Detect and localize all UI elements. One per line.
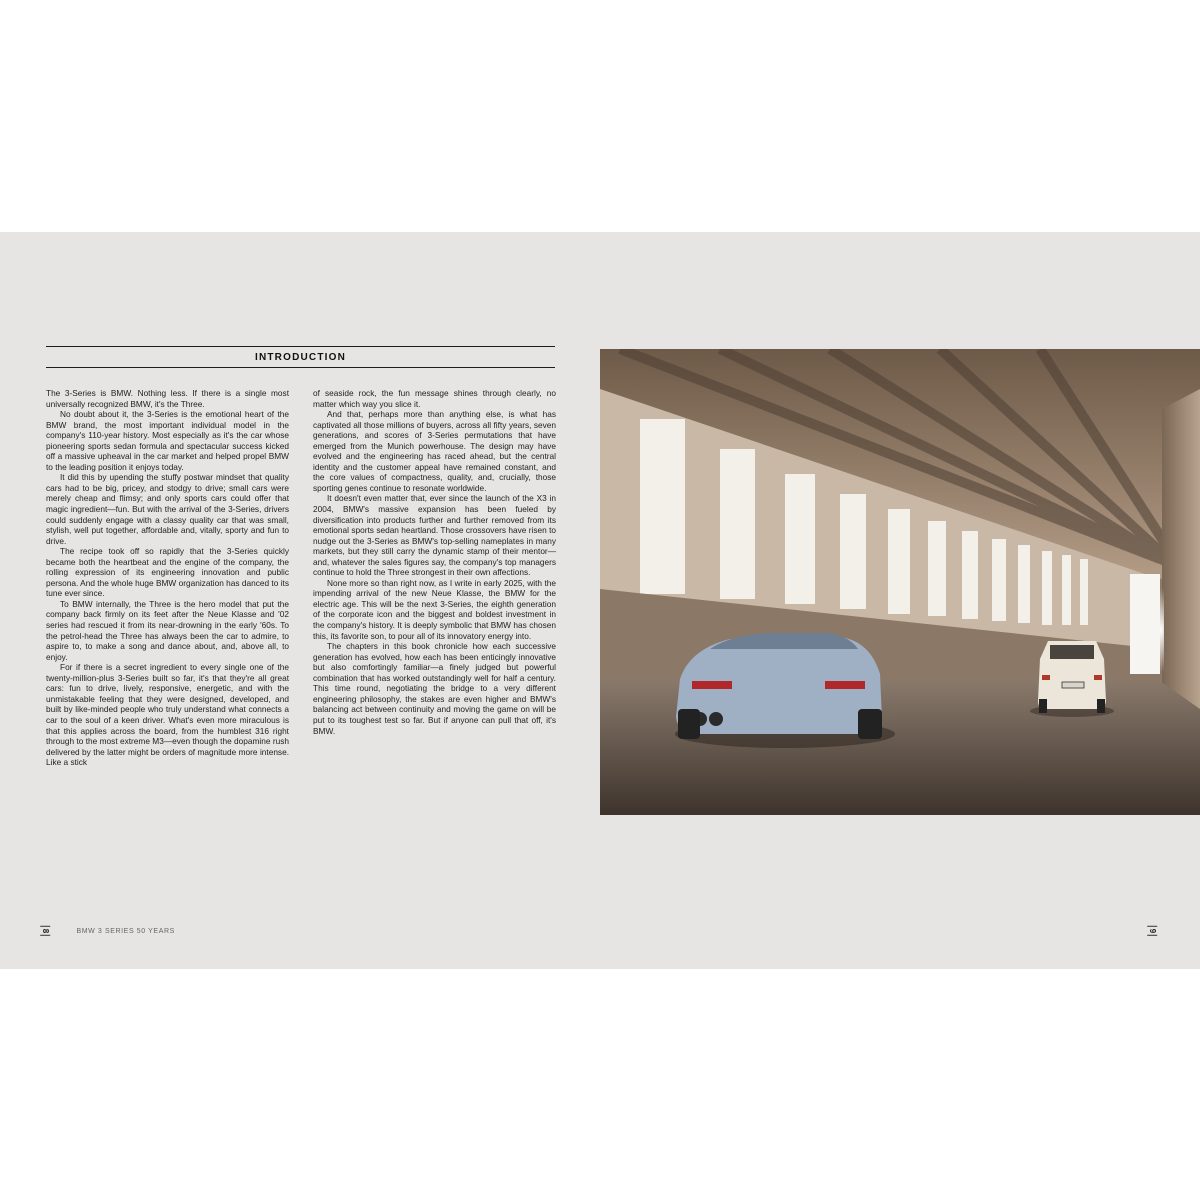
page-number-left: 8 xyxy=(40,926,50,936)
text-column-left xyxy=(46,388,289,768)
paragraph: It did this by upending the stuffy postwar mindset that quality cars had to be big, pricey, and stodgy to drive; small cars were merely cheap and flimsy; and only sports cars could offer that magic ingredient—fun. But with the arrival of the 3-Series, drivers could suddenly engage with a classy quality car that was small, stylish, well put together, affordable and, vitally, sporty and fun to drive. xyxy=(46,472,289,546)
paragraph: It doesn't even matter that, ever since the launch of the X3 in 2004, BMW's massive expansion has been fueled by diversification into products further and further removed from its emotional sports sedan heartland. Those crossovers have risen to nudge out the 3-Series as BMW's top-selling nameplates in many markets, but they still carry the dynamic stamp of their mentor—and, whatever the sales figures say, the company's top managers continue to hold the Three strongest in their own affections. xyxy=(313,493,556,578)
paragraph: The recipe took off so rapidly that the 3-Series quickly became both the heartbeat and the engine of the company, the rolling expression of its engineering innovation and public persona. And the whole huge BMW organization has danced to its tune ever since. xyxy=(46,546,289,599)
paragraph: For if there is a secret ingredient to every single one of the twenty-million-plus 3-Series built so far, it's that they're all great cars: fun to drive, lively, responsive, energetic, and with the unmistakable feeling that they were designed, developed, and built by like-minded people who truly understand what connects a car to the soul of a keen driver. What's even more miraculous is that this applies across the board, from the humblest 316 right through to the most extreme M3—even though the dopamine rush delivered by the latter might be orders of magnitude more intense. Like a stick xyxy=(46,662,289,768)
book-spread xyxy=(0,232,1200,969)
section-title: INTRODUCTION xyxy=(254,351,347,363)
paragraph: The chapters in this book chronicle how each successive generation has evolved, how each has been enticingly innovative but also comfortingly familiar—a finely judged but powerful combination that has worked outstandingly well for half a century. This time round, negotiating the bridge to a very different engineering philosophy, the stakes are even higher and BMW's balancing act between continuity and moving the game on will be put to its toughest test so far. But if anyone can pull that off, it's BMW. xyxy=(313,641,556,736)
footer-left xyxy=(40,924,175,938)
tunnel-photo xyxy=(600,349,1200,815)
running-head: BMW 3 SERIES 50 YEARS xyxy=(76,927,175,935)
text-column-right xyxy=(313,388,556,736)
paragraph: of seaside rock, the fun message shines through clearly, no matter which way you slice it. xyxy=(313,388,556,409)
page-number-right: 9 xyxy=(1147,926,1157,936)
paragraph: To BMW internally, the Three is the hero model that put the company back firmly on its feet after the Neue Klasse and '02 series had rescued it from its near-drowning in the early '60s. To the petrol-head the Three has always been the car to admire, to aspire to, to make a song and dance about, and, above all, to enjoy. xyxy=(46,598,289,662)
paragraph: None more so than right now, as I write in early 2025, with the impending arrival of the new Neue Klasse, the BMW for the electric age. This will be the next 3-Series, the eighth generation of the corporate icon and the biggest and boldest investment in the company's history. It is deeply symbolic that BMW has chosen this, its favorite son, to pour all of its innovatory energy into. xyxy=(313,577,556,641)
paragraph: No doubt about it, the 3-Series is the emotional heart of the BMW brand, the most important individual model in the company's 110-year history. Most especially as it's the car whose pioneering sports sedan formula and spectacular success kicked off a massive upheaval in the car market and helped propel BMW to the leading position it enjoys today. xyxy=(46,409,289,472)
paragraph: And that, perhaps more than anything else, is what has captivated all those millions of buyers, across all fifty years, seven generations, and scores of 3-Series permutations that have emerged from the Munich powerhouse. The design may have evolved and the engineering has raced ahead, but the central identity and the customer appeal have remained constant, and the core values of compactness, quality, and, crucially, those sporting genes continue to resonate worldwide. xyxy=(313,409,556,493)
footer-right xyxy=(1147,924,1157,938)
paragraph: The 3-Series is BMW. Nothing less. If there is a single most universally recognized BMW, it's the Three. xyxy=(46,388,289,409)
blue-car xyxy=(675,633,895,748)
section-header xyxy=(46,346,555,368)
